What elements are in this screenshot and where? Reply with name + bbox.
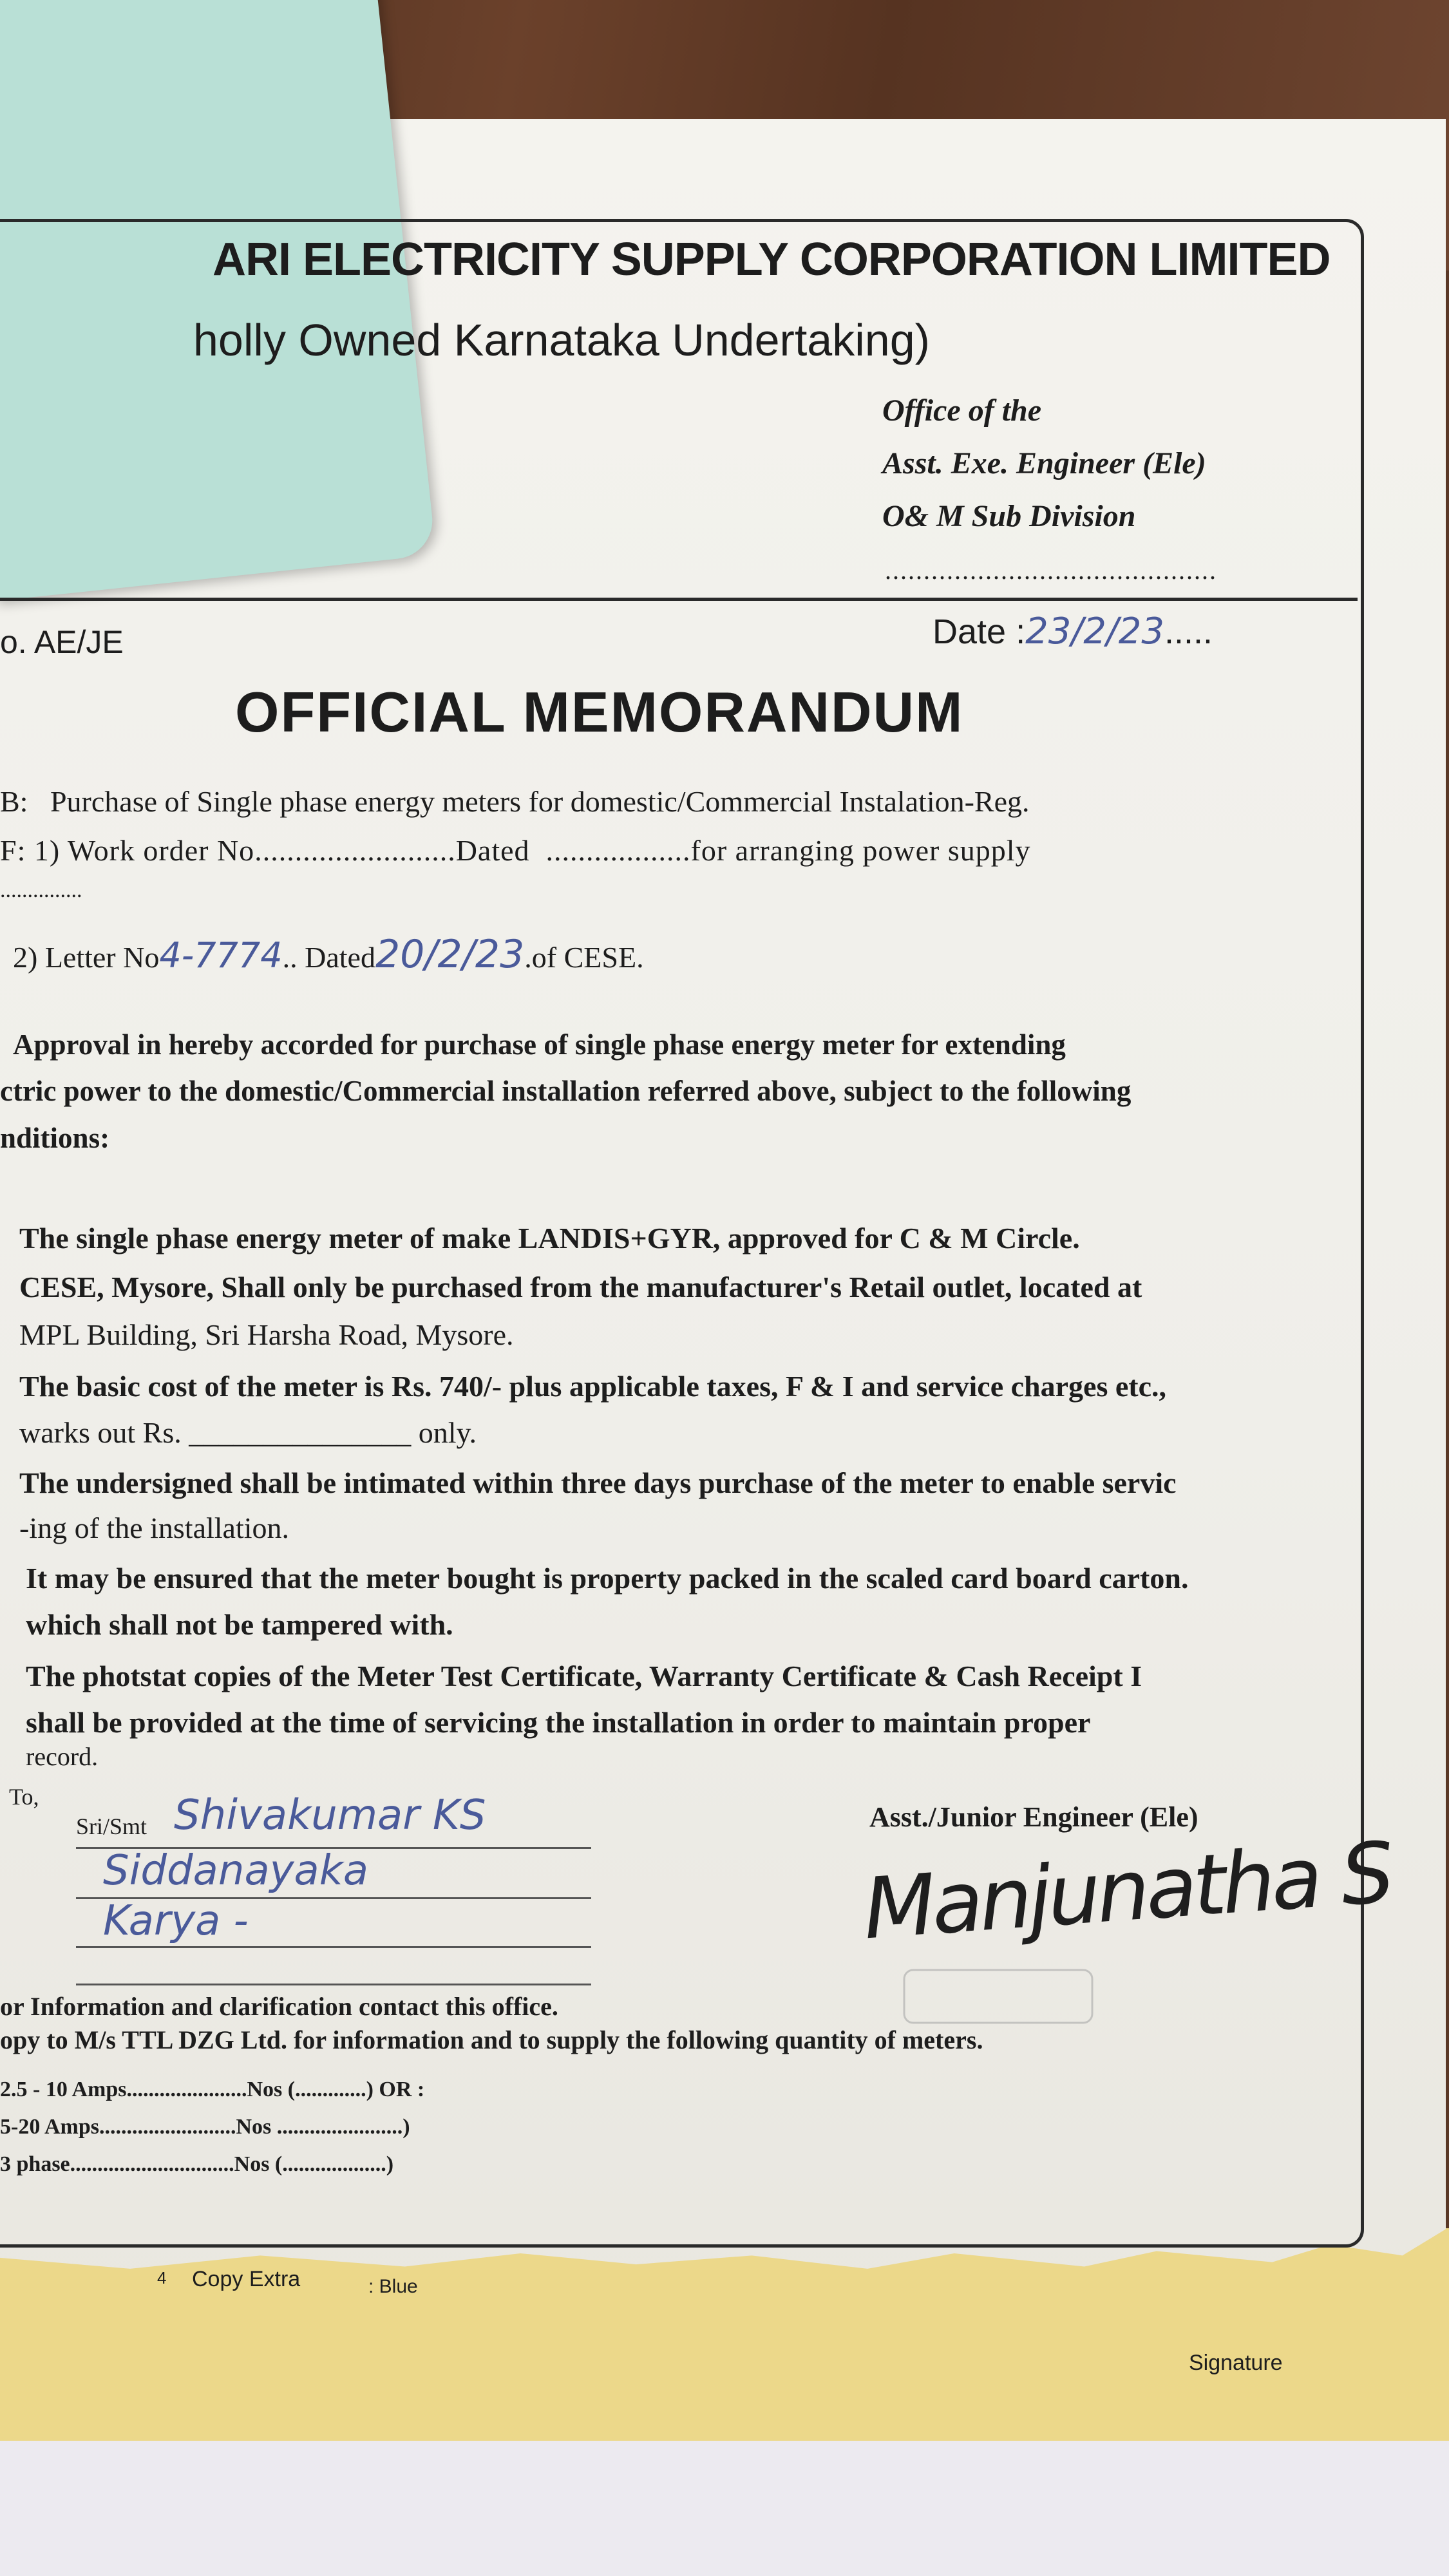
- under-sheet-number: 4: [157, 2268, 167, 2287]
- intro-line-2: ctric power to the domestic/Commercial installation referred above, subject to the following: [0, 1075, 1132, 1107]
- addressee-name-line-2: Siddanayaka: [103, 1847, 369, 1895]
- footer-info-line: or Information and clarification contact this office.: [0, 1992, 558, 2021]
- condition-line-1: The single phase energy meter of make LANDIS+GYR, approved for C & M Circle.: [19, 1222, 1080, 1255]
- ref1-dated: Dated: [455, 834, 530, 867]
- reference-2: 2) Letter No4-7774.. Dated20/2/23.of CESE.: [13, 932, 644, 977]
- white-backing-sheet: [0, 2441, 1449, 2576]
- salutation-label: Sri/Smt: [76, 1814, 147, 1839]
- ref1-label: F: 1) Work order No: [0, 834, 255, 867]
- faded-office-stamp: [902, 1967, 1095, 2031]
- org-subtitle: holly Owned Karnataka Undertaking): [193, 315, 930, 365]
- ref2-label: 2) Letter No: [13, 941, 160, 974]
- ref1-dots: .........................: [254, 834, 456, 867]
- ref2-tail: of CESE.: [531, 941, 644, 974]
- reference-number-label: o. AE/JE: [0, 624, 124, 660]
- ref2-date: 20/2/23: [375, 932, 525, 977]
- to-label: To,: [9, 1784, 39, 1810]
- date-value: 23/2/23: [1025, 611, 1164, 652]
- condition-line-11: shall be provided at the time of servicing the installation in order to maintain proper: [26, 1706, 1091, 1739]
- condition-line-7: -ing of the installation.: [19, 1511, 290, 1544]
- date-trailing-dots: .....: [1164, 612, 1213, 651]
- engineer-signature: Manjunatha S: [860, 1823, 1394, 1958]
- reference-1-continuation: ...............: [0, 878, 82, 902]
- subject-label: B:: [0, 785, 28, 818]
- condition-line-6: The undersigned shall be intimated within three days purchase of the meter to enable servic: [19, 1466, 1177, 1499]
- date-field: [933, 611, 1213, 652]
- condition-line-2: CESE, Mysore, Shall only be purchased from the manufacturer's Retail outlet, located at: [19, 1271, 1142, 1303]
- office-blank-line: ...........................................: [885, 556, 1217, 585]
- office-line-3: O& M Sub Division: [882, 499, 1136, 533]
- green-card-overlay: [0, 0, 436, 601]
- subject-text: Purchase of Single phase energy meters for domestic/Commercial Instalation-Reg.: [50, 785, 1030, 818]
- condition-line-3: MPL Building, Sri Harsha Road, Mysore.: [19, 1318, 514, 1351]
- footer-copy-line: opy to M/s TTL DZG Ltd. for information and to supply the following quantity of meters.: [0, 2025, 983, 2054]
- office-line-2: Asst. Exe. Engineer (Ele): [882, 446, 1206, 480]
- addressee-name-line-3: Karya -: [103, 1897, 249, 1945]
- condition-line-9: which shall not be tampered with.: [26, 1608, 453, 1641]
- office-line-1: Office of the: [882, 393, 1042, 428]
- condition-line-10: The photstat copies of the Meter Test Certificate, Warranty Certificate & Cash Receipt I: [26, 1660, 1142, 1692]
- intro-line-1: Approval in hereby accorded for purchase of single phase energy meter for extending: [13, 1028, 1066, 1061]
- reference-1: [0, 836, 1031, 866]
- ref1-dots-2: ..................: [545, 834, 691, 867]
- ref2-letter-number: 4-7774: [159, 935, 283, 976]
- ref1-tail: for arranging power supply: [690, 834, 1031, 867]
- date-label: Date :: [933, 612, 1026, 651]
- under-sheet-signature: Signature: [1189, 2351, 1283, 2375]
- stamp-mark-icon: [902, 1967, 1095, 2025]
- header-divider: [0, 598, 1358, 601]
- ref2-dated: Dated: [305, 941, 375, 974]
- addressee-name-line-1: Shivakumar KS: [174, 1792, 486, 1839]
- condition-line-5: warks out Rs. _______________ only.: [19, 1416, 477, 1449]
- signatory-title: Asst./Junior Engineer (Ele): [869, 1801, 1198, 1833]
- subject-line: [0, 787, 1030, 817]
- footer-qty-line-2: 5-20 Amps.........................Nos .......................): [0, 2115, 410, 2139]
- footer-qty-line-3: 3 phase..............................Nos (...................): [0, 2152, 394, 2176]
- under-sheet-copy-extra: Copy Extra: [192, 2267, 301, 2291]
- condition-line-12: record.: [26, 1742, 99, 1771]
- under-sheet-blue: : Blue: [368, 2276, 418, 2297]
- footer-qty-line-1: 2.5 - 10 Amps......................Nos (.............) OR :: [0, 2078, 425, 2101]
- condition-line-8: It may be ensured that the meter bought is property packed in the scaled card board carton.: [26, 1562, 1189, 1595]
- org-name: ARI ELECTRICITY SUPPLY CORPORATION LIMITED: [213, 234, 1331, 285]
- intro-line-3: nditions:: [0, 1122, 110, 1154]
- memo-title: OFFICIAL MEMORANDUM: [235, 680, 964, 744]
- condition-line-4: The basic cost of the meter is Rs. 740/- plus applicable taxes, F & I and service charges etc.,: [19, 1370, 1167, 1403]
